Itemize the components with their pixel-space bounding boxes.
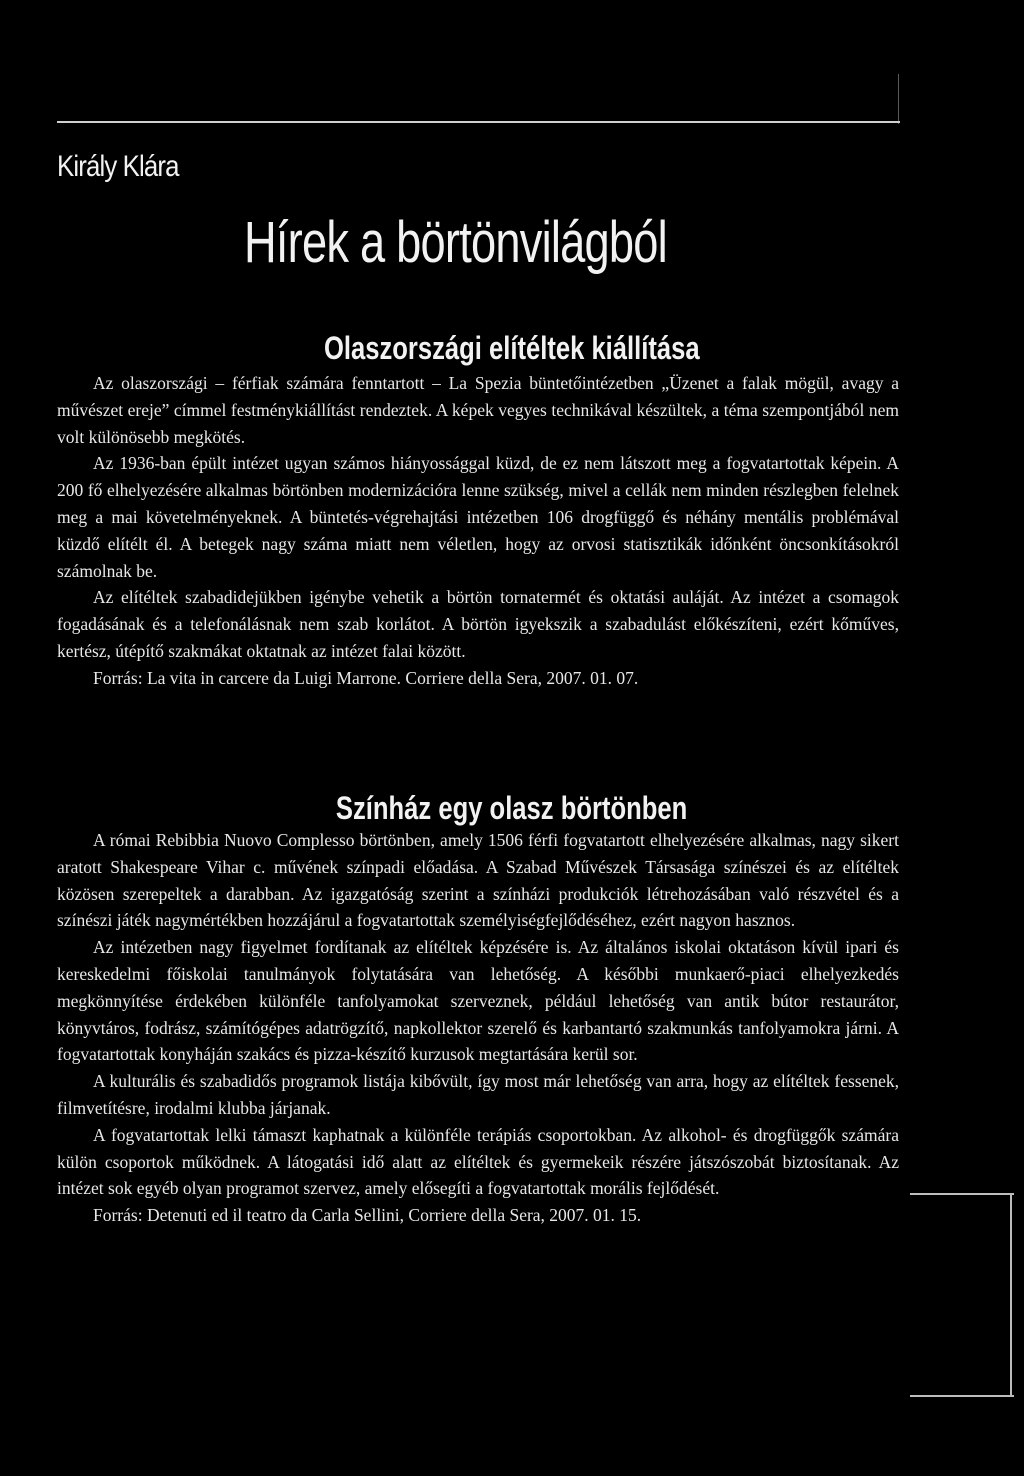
paragraph: A fogvatartottak lelki támaszt kaphatnak a különféle terápiás csoportokban. Az alkohol- és drogfüggők számára külön csoportok működnek. A látogatási idő alatt az elítéltek és gyermekeik részére játszószobát biztosítanak. Az intézet sok egyéb olyan programot szervez, amely elősegíti a fogvatartottak morális fejlődését. <box>57 1124 899 1199</box>
corner-crop-mark <box>898 74 899 124</box>
section-body-theatre <box>57 827 899 1229</box>
paragraph: Az elítéltek szabadidejükben igénybe vehetik a börtön tornatermét és oktatási auláját. Az intézet a csomagok fogadásának és a telefonálásnak nem szab korlátot. A börtön igyekszik a szabadulást előkészíteni, ezért kőműves, kertész, útépítő szakmákat oktatnak az intézet falai között. <box>57 587 899 661</box>
page-edge-frame <box>910 1193 1014 1397</box>
section-heading-theatre: Színház egy olasz börtönben <box>336 790 688 826</box>
paragraph: A kulturális és szabadidős programok listája kibővült, így most már lehetőség van arra, hogy az elítéltek fessenek, filmvetítésre, irodalmi klubba járjanak. <box>57 1071 899 1118</box>
paragraph: Az olaszországi – férfiak számára fenntartott – La Spezia büntetőintézetben „Üzenet a falak mögül, avagy a művészet ereje” címmel festménykiállítást rendeztek. A képek vegyes technikával készültek, a téma szempontjából nem volt különösebb megkötés. <box>57 373 899 447</box>
header-rule <box>57 121 900 123</box>
section-body-exhibition <box>57 370 899 692</box>
article-title: Hírek a börtönvilágból <box>244 210 667 275</box>
paragraph: A római Rebibbia Nuovo Complesso börtönben, amely 1506 férfi fogvatartott elhelyezésére alkalmas, nagy sikert aratott Shakespeare Vihar c. művének színpadi előadása. A Szabad Művészek Társasága színészei és az elítéltek közösen szerepeltek a darabban. Az igazgatóság szerint a színházi produkciók létrehozásában való részvétel és a színészi játék nagymértékben hozzájárul a fogvatartottak személyiségfejlődéséhez, ezért nagyon hasznos. <box>57 830 899 931</box>
source-citation: Forrás: La vita in carcere da Luigi Marrone. Corriere della Sera, 2007. 01. 07. <box>93 667 639 688</box>
author-name: Király Klára <box>57 150 179 183</box>
page-edge-line <box>1010 1195 1012 1395</box>
source-citation: Forrás: Detenuti ed il teatro da Carla Sellini, Corriere della Sera, 2007. 01. 15. <box>93 1205 642 1226</box>
paragraph: Az 1936-ban épült intézet ugyan számos hiányossággal küzd, de ez nem látszott meg a fogvatartottak képein. A 200 fő elhelyezésére alkalmas börtönben modernizációra lenne szükség, mivel a cellák nem minden részlegben felelnek meg a mai követelményeknek. A büntetés-végrehajtási intézetben 106 drogfüggő és néhány mentális problémával küzdő elítélt él. A betegek nagy száma miatt nem véletlen, hogy az orvosi statisztikák időnként öncsonkításokról számolnak be. <box>57 453 899 581</box>
section-heading-exhibition: Olaszországi elítéltek kiállítása <box>324 330 700 366</box>
paragraph: Az intézetben nagy figyelmet fordítanak az elítéltek képzésére is. Az általános iskolai oktatáson kívül ipari és kereskedelmi főiskolai tanulmányok folytatására van lehetőség. A későbbi munkaerő-piaci elhelyezkedés megkönnyítése érdekében különféle tanfolyamokat szerveznek, például lehetőség van antik bútor restaurátor, könyvtáros, fodrász, számítógépes adatrögzítő, napkollektor szerelő és karbantartó szakmunkás tanfolyamokra járni. A fogvatartottak konyháján szakács és pizza-készítő kurzusok megtartására kerül sor. <box>57 937 899 1065</box>
